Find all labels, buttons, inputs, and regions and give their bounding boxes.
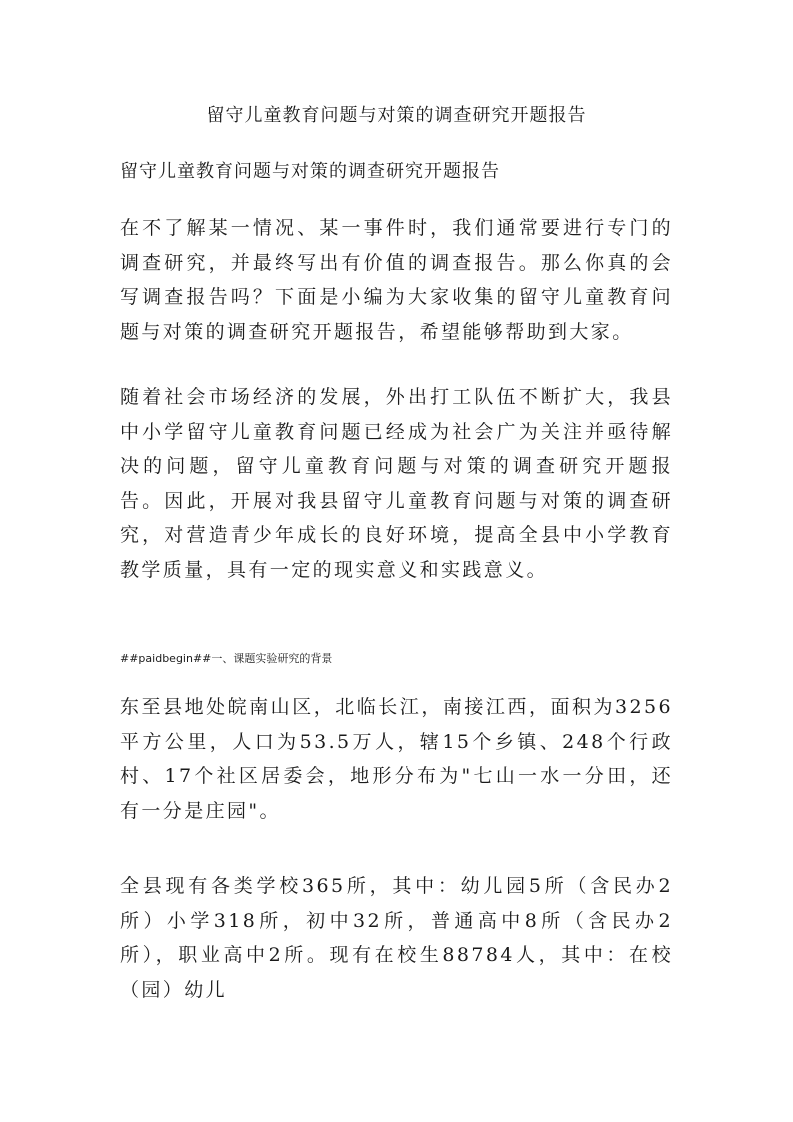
paragraph-county-overview: 东至县地处皖南山区，北临长江，南接江西，面积为3256平方公里，人口为53.5万人，辖15个乡镇、248个行政村、17个社区居委会，地形分布为"七山一水一分田，还有一分是庄园"。: [120, 696, 673, 822]
document-subtitle: 留守儿童教育问题与对策的调查研究开题报告: [120, 161, 500, 182]
paragraph-school-statistics: 全县现有各类学校365所，其中：幼儿园5所（含民办2所）小学318所，初中32所，普通高中8所（含民办2所），职业高中2所。现有在校生88784人，其中：在校（园）幼儿: [120, 875, 673, 1001]
document-title: 留守儿童教育问题与对策的调查研究开题报告: [206, 105, 587, 126]
paragraph-context: 随着社会市场经济的发展，外出打工队伍不断扩大，我县中小学留守儿童教育问题已经成为社会广为关注并亟待解决的问题，留守儿童教育问题与对策的调查研究开题报告。因此，开展对我县留守儿童教育问题与对策的调查研究，对营造青少年成长的良好环境，提高全县中小学教育教学质量，具有一定的现实意义和实践意义。: [120, 386, 673, 581]
section-heading-background: ##paidbegin##一、课题实验研究的背景: [120, 652, 333, 665]
paragraph-intro: 在不了解某一情况、某一事件时，我们通常要进行专门的调查研究，并最终写出有价值的调查报告。那么你真的会写调查报告吗？下面是小编为大家收集的留守儿童教育问题与对策的调查研究开题报告，希望能够帮助到大家。: [120, 217, 673, 343]
